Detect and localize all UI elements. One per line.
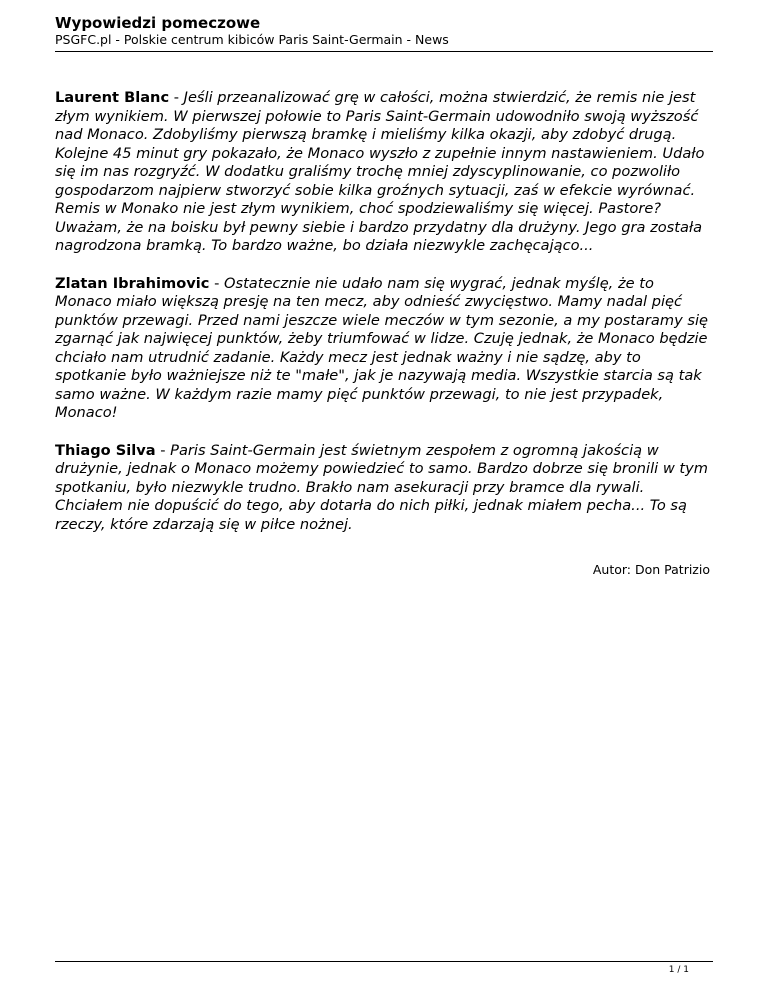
statement-paragraph: [55, 89, 715, 256]
quote-text: Paris Saint-Germain jest świetnym zespołem z ogromną jakością w drużynie, jednak o Monaco możemy powiedzieć to samo. Bardzo dobrze się bronili w tym spotkaniu, było niezwykle trudno. Brakło nam asekuracji przy bramce dla rywali. Chciałem nie dopuścić do tego, aby dotarła do nich piłki, jednak miałem pecha... To są rzeczy, które zdarzają się w piłce nożnej.: [55, 441, 708, 533]
document-title: Wypowiedzi pomeczowe: [55, 14, 261, 32]
page-number: 1 / 1: [668, 965, 689, 975]
author-credit: Autor: Don Patrizio: [592, 562, 710, 577]
speaker-name: Zlatan Ibrahimovic: [55, 274, 210, 292]
speaker-name: Thiago Silva: [55, 441, 156, 459]
header-divider: [55, 51, 713, 52]
quote-text: Jeśli przeanalizować grę w całości, można stwierdzić, że remis nie jest złym wynikiem. W pierwszej połowie to Paris Saint-Germain udowodniło swoją wyższość nad Monaco. Zdobyliśmy pierwszą bramkę i mieliśmy kilka okazji, aby zdobyć drugą. Kolejne 45 minut gry pokazało, że Monaco wyszło z zupełnie innym nastawieniem. Udało się im nas rozgryźć. W dodatku graliśmy trochę mniej zdyscyplinowanie, co pozwoliło gospodarzom najpierw stworzyć sobie kilka groźnych sytuacji, zaś w efekcie wyrównać. Remis w Monako nie jest złym wynikiem, choć spodziewaliśmy się więcej. Pastore? Uważam, że na boisku był pewny siebie i bardzo przydatny dla drużyny. Jego gra została nagrodzona bramką. To bardzo ważne, bo działa niezwykle zachęcająco...: [55, 89, 705, 254]
speaker-separator: -: [169, 89, 184, 106]
statement-paragraph: [55, 442, 715, 535]
site-subtitle: PSGFC.pl - Polskie centrum kibiców Paris Saint-Germain - News: [55, 32, 449, 47]
quote-text: Ostatecznie nie udało nam się wygrać, jednak myślę, że to Monaco miało większą presję na ten mecz, aby odnieść zwycięstwo. Mamy nadal pięć punktów przewagi. Przed nami jeszcze wiele meczów w tym sezonie, a my postaramy się zgarnąć jak najwięcej punktów, żeby triumfować w lidze. Czuję jednak, że Monaco będzie chciało nam utrudnić zadanie. Każdy mecz jest jednak ważny i nie sądzę, aby to spotkanie było ważniejsze niż te "małe", jak je nazywają media. Wszystkie starcia są tak samo ważne. W każdym razie mamy pięć punktów przewagi, to nie jest przypadek, Monaco!: [55, 274, 709, 421]
speaker-separator: -: [155, 441, 171, 459]
speaker-name: Laurent Blanc: [55, 89, 170, 106]
statement-paragraph: [55, 275, 715, 423]
document-header: [55, 14, 713, 48]
footer-divider: [55, 961, 713, 962]
speaker-separator: -: [209, 274, 224, 292]
article-body: [55, 89, 715, 553]
